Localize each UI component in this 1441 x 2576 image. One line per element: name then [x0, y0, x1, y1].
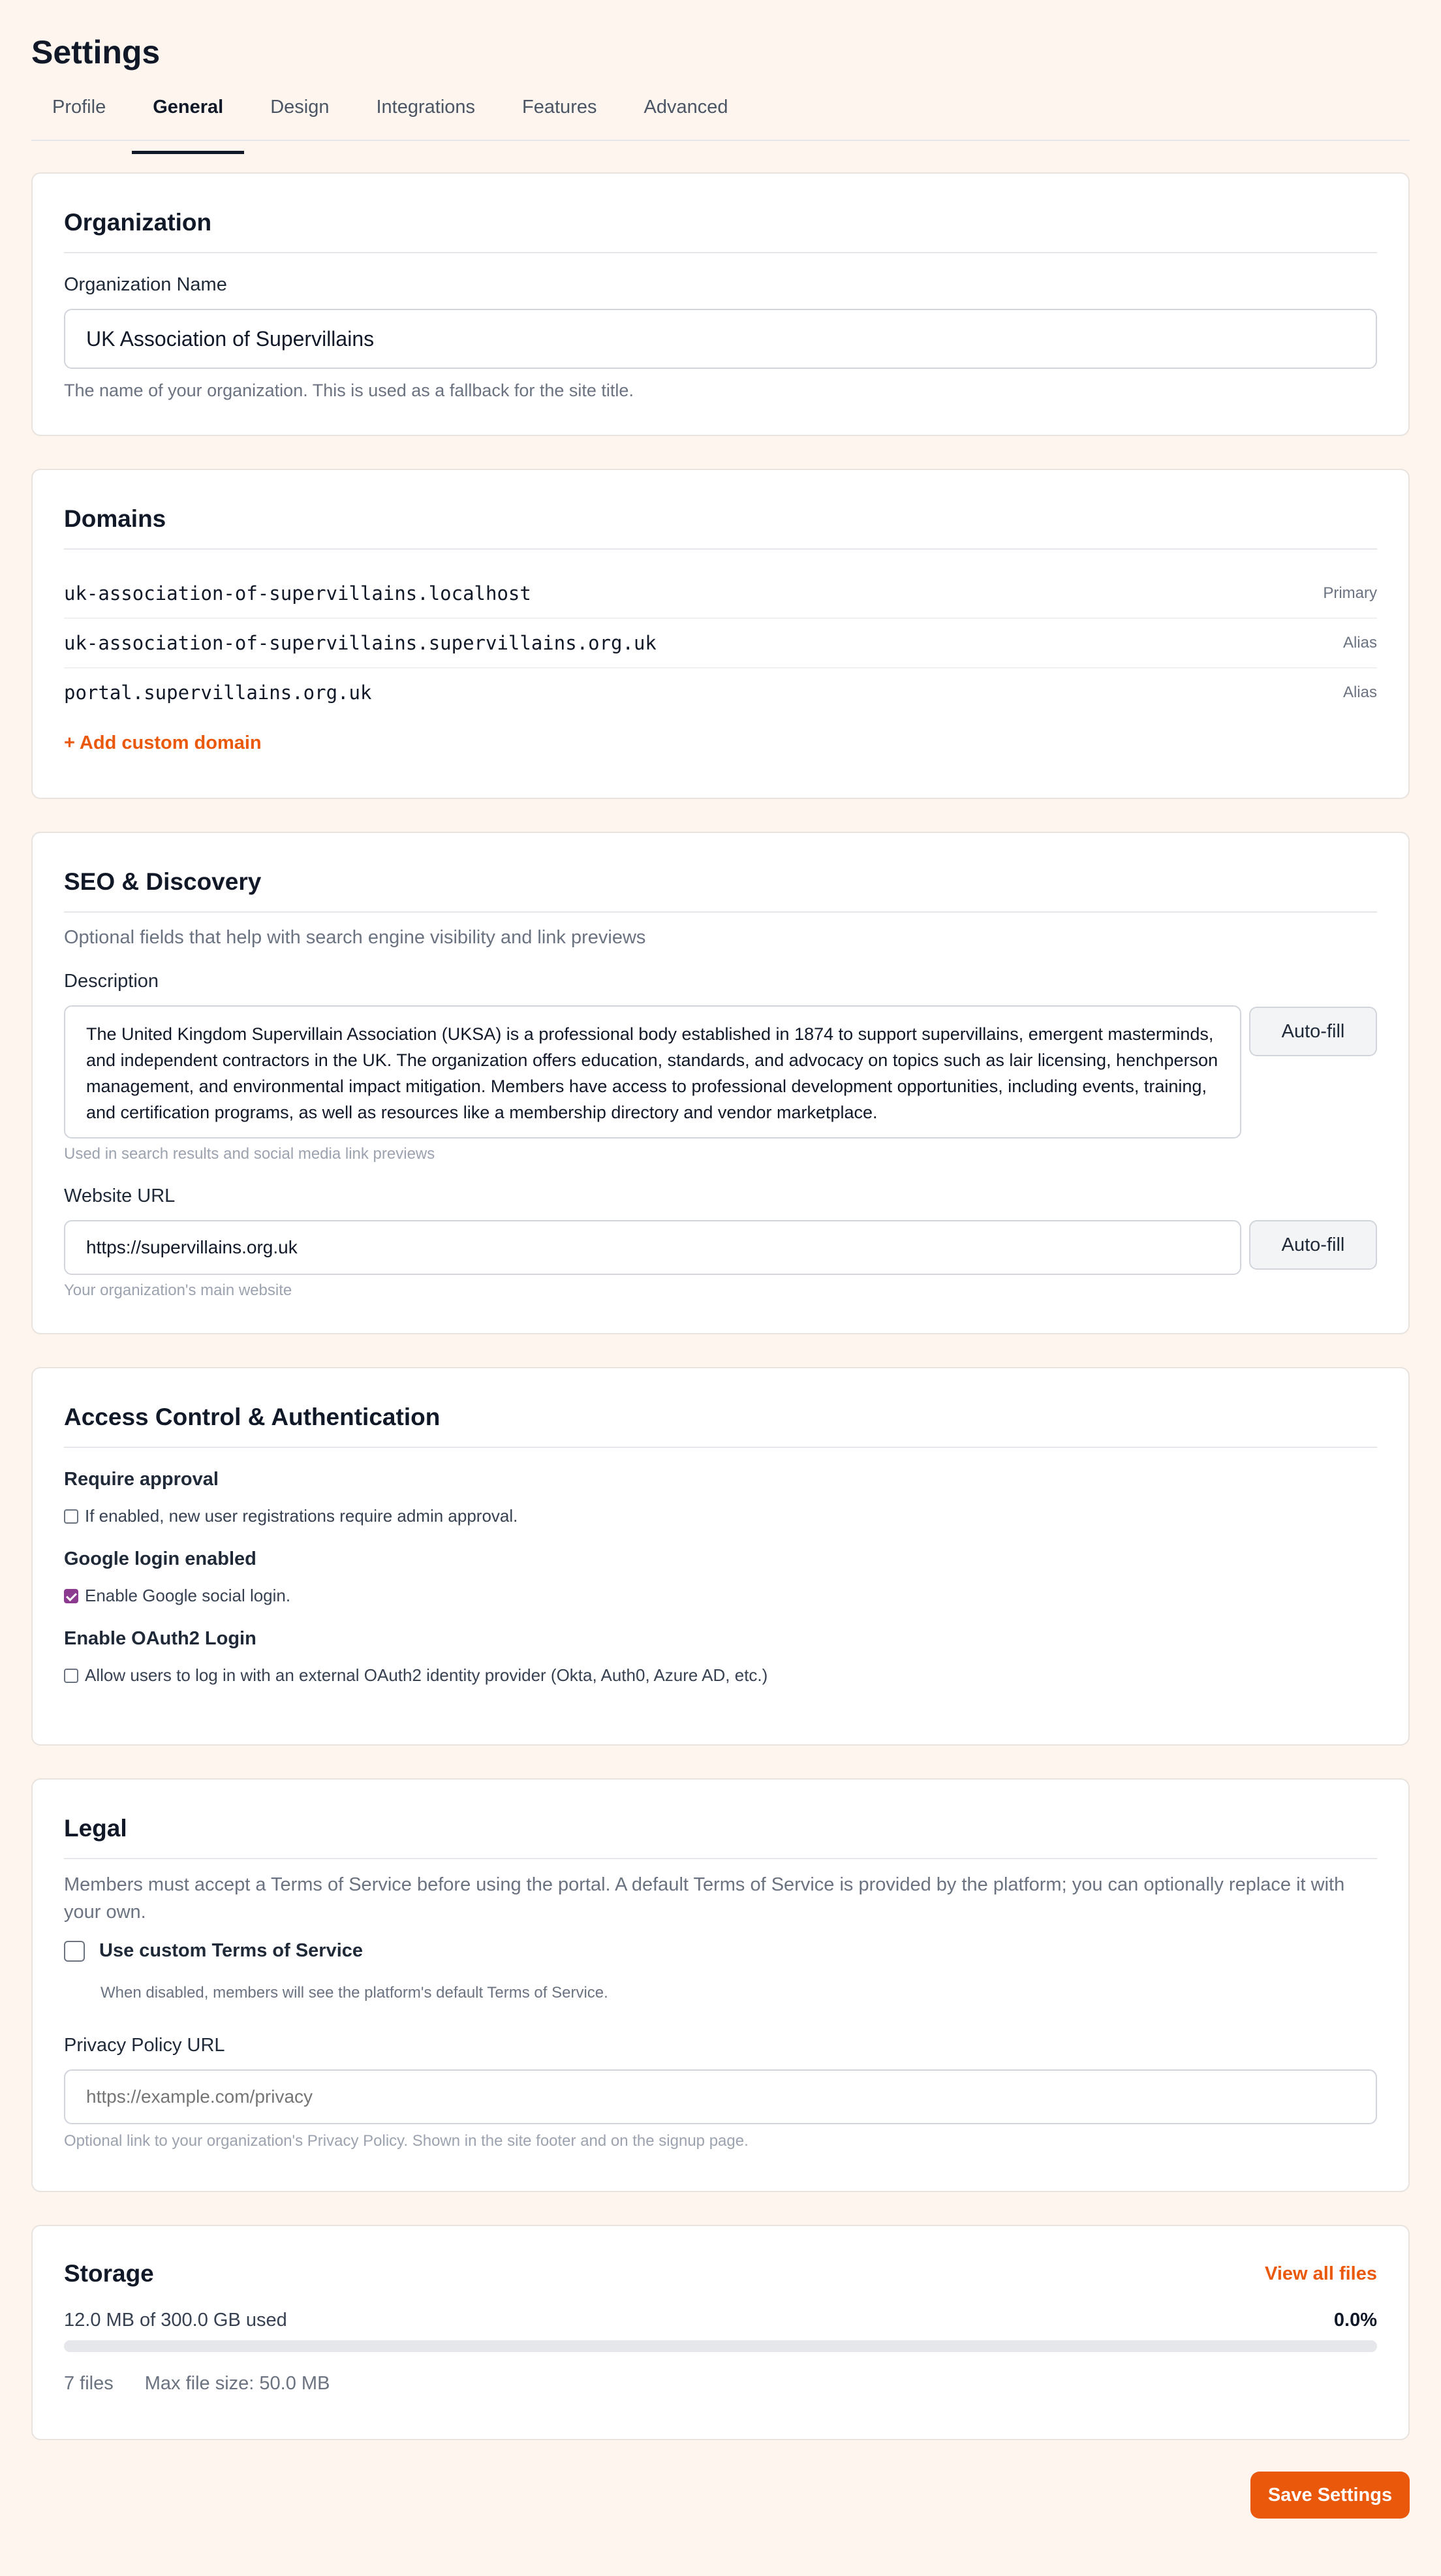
tab-general[interactable]: General: [153, 89, 223, 140]
google-login-option: [64, 1586, 1377, 1606]
seo-heading: SEO & Discovery: [64, 833, 1377, 913]
domain-row: [64, 569, 1377, 619]
access-control-card: [31, 1367, 1410, 1746]
domains-list: [64, 569, 1377, 717]
tab-design[interactable]: Design: [270, 97, 330, 118]
require-approval-checkbox[interactable]: [64, 1509, 78, 1524]
organization-name-input[interactable]: UK Association of Supervillains: [64, 309, 1377, 369]
domain-type-badge: Primary: [1323, 584, 1377, 602]
organization-card: [31, 172, 1410, 436]
organization-name-label: Organization Name: [64, 274, 227, 295]
domain-name: portal.supervillains.org.uk: [64, 682, 372, 704]
domains-card: [31, 469, 1410, 799]
organization-name-help: The name of your organization. This is used as a fallback for the site title.: [64, 381, 634, 400]
oauth-login-text: Allow users to log in with an external OAuth2 identity provider (Okta, Auth0, Azure AD, etc.): [85, 1665, 768, 1685]
legal-heading: Legal: [64, 1780, 1377, 1859]
google-login-title: Google login enabled: [64, 1548, 256, 1569]
privacy-policy-help: Optional link to your organization's Privacy Policy. Shown in the site footer and on the signup page.: [64, 2132, 749, 2150]
save-settings-button[interactable]: Save Settings: [1250, 2472, 1410, 2519]
storage-max-file-size: Max file size: 50.0 MB: [144, 2373, 330, 2394]
oauth-login-option: [64, 1665, 1377, 1686]
domain-row: [64, 668, 1377, 717]
privacy-policy-input[interactable]: [64, 2069, 1377, 2124]
domain-name: uk-association-of-supervillains.supervillains.org.uk: [64, 632, 657, 654]
domains-heading: Domains: [64, 470, 1377, 550]
legal-card: [31, 1778, 1410, 2192]
oauth-login-title: Enable OAuth2 Login: [64, 1628, 256, 1649]
custom-tos-checkbox[interactable]: [64, 1941, 85, 1962]
tab-bar: [31, 89, 1410, 141]
seo-subtitle: Optional fields that help with search engine visibility and link previews: [64, 927, 646, 948]
storage-progress-bar: [64, 2340, 1377, 2352]
custom-tos-help: When disabled, members will see the platform's default Terms of Service.: [101, 1984, 608, 2002]
view-all-files-link[interactable]: View all files: [1265, 2263, 1377, 2284]
domain-row: [64, 619, 1377, 668]
description-textarea[interactable]: The United Kingdom Supervillain Association (UKSA) is a professional body established in 1874 to support supervillains, emergent masterminds, and independent contractors in the UK. The organization offers education, standards, and advocacy on topics such as lair licensing, henchperson management, and environmental impact mitigation. Members have access to professional development opportunities, including events, training, and certification programs, as well as resources like a membership directory and vendor marketplace.: [64, 1005, 1241, 1139]
description-row: [64, 1005, 1377, 1139]
tab-integrations[interactable]: Integrations: [376, 97, 476, 118]
seo-card: [31, 832, 1410, 1334]
privacy-policy-label: Privacy Policy URL: [64, 2035, 225, 2056]
storage-stats: [64, 2373, 1377, 2395]
access-heading: Access Control & Authentication: [64, 1368, 1377, 1448]
google-login-checkbox[interactable]: [64, 1589, 78, 1603]
oauth-login-checkbox[interactable]: [64, 1669, 78, 1683]
storage-files-count: 7 files: [64, 2373, 114, 2394]
legal-intro: Members must accept a Terms of Service before using the portal. A default Terms of Service is provided by the platform; you can optionally replace it with your own.: [64, 1874, 1345, 1923]
domain-type-badge: Alias: [1342, 683, 1377, 701]
organization-heading: Organization: [64, 174, 1377, 253]
tab-features[interactable]: Features: [522, 97, 597, 118]
storage-percent-text: 0.0%: [1333, 2310, 1377, 2331]
add-custom-domain-link[interactable]: + Add custom domain: [64, 732, 262, 753]
require-approval-option: [64, 1506, 1377, 1526]
storage-heading: Storage: [64, 2260, 154, 2287]
require-approval-text: If enabled, new user registrations require admin approval.: [85, 1506, 518, 1526]
google-login-text: Enable Google social login.: [85, 1586, 291, 1605]
tab-advanced[interactable]: Advanced: [643, 97, 728, 118]
storage-header: [64, 2226, 1377, 2287]
website-url-input[interactable]: https://supervillains.org.uk: [64, 1220, 1241, 1275]
storage-card: [31, 2225, 1410, 2440]
tab-profile[interactable]: Profile: [52, 97, 106, 118]
domain-type-badge: Alias: [1342, 634, 1377, 652]
description-help: Used in search results and social media link previews: [64, 1145, 435, 1163]
storage-used-text: 12.0 MB of 300.0 GB used: [64, 2310, 287, 2331]
website-url-label: Website URL: [64, 1186, 176, 1206]
require-approval-title: Require approval: [64, 1469, 219, 1490]
website-url-row: [64, 1220, 1377, 1275]
description-autofill-button[interactable]: Auto-fill: [1249, 1007, 1377, 1056]
footer-actions: [31, 2472, 1410, 2519]
domain-name: uk-association-of-supervillains.localhost: [64, 582, 531, 605]
website-url-help: Your organization's main website: [64, 1281, 292, 1299]
page-title: Settings: [31, 34, 161, 71]
description-label: Description: [64, 971, 159, 992]
website-url-autofill-button[interactable]: Auto-fill: [1249, 1220, 1377, 1270]
storage-usage-row: [64, 2310, 1377, 2331]
custom-tos-label: Use custom Terms of Service: [99, 1940, 364, 1961]
custom-tos-option: [64, 1940, 1377, 1962]
